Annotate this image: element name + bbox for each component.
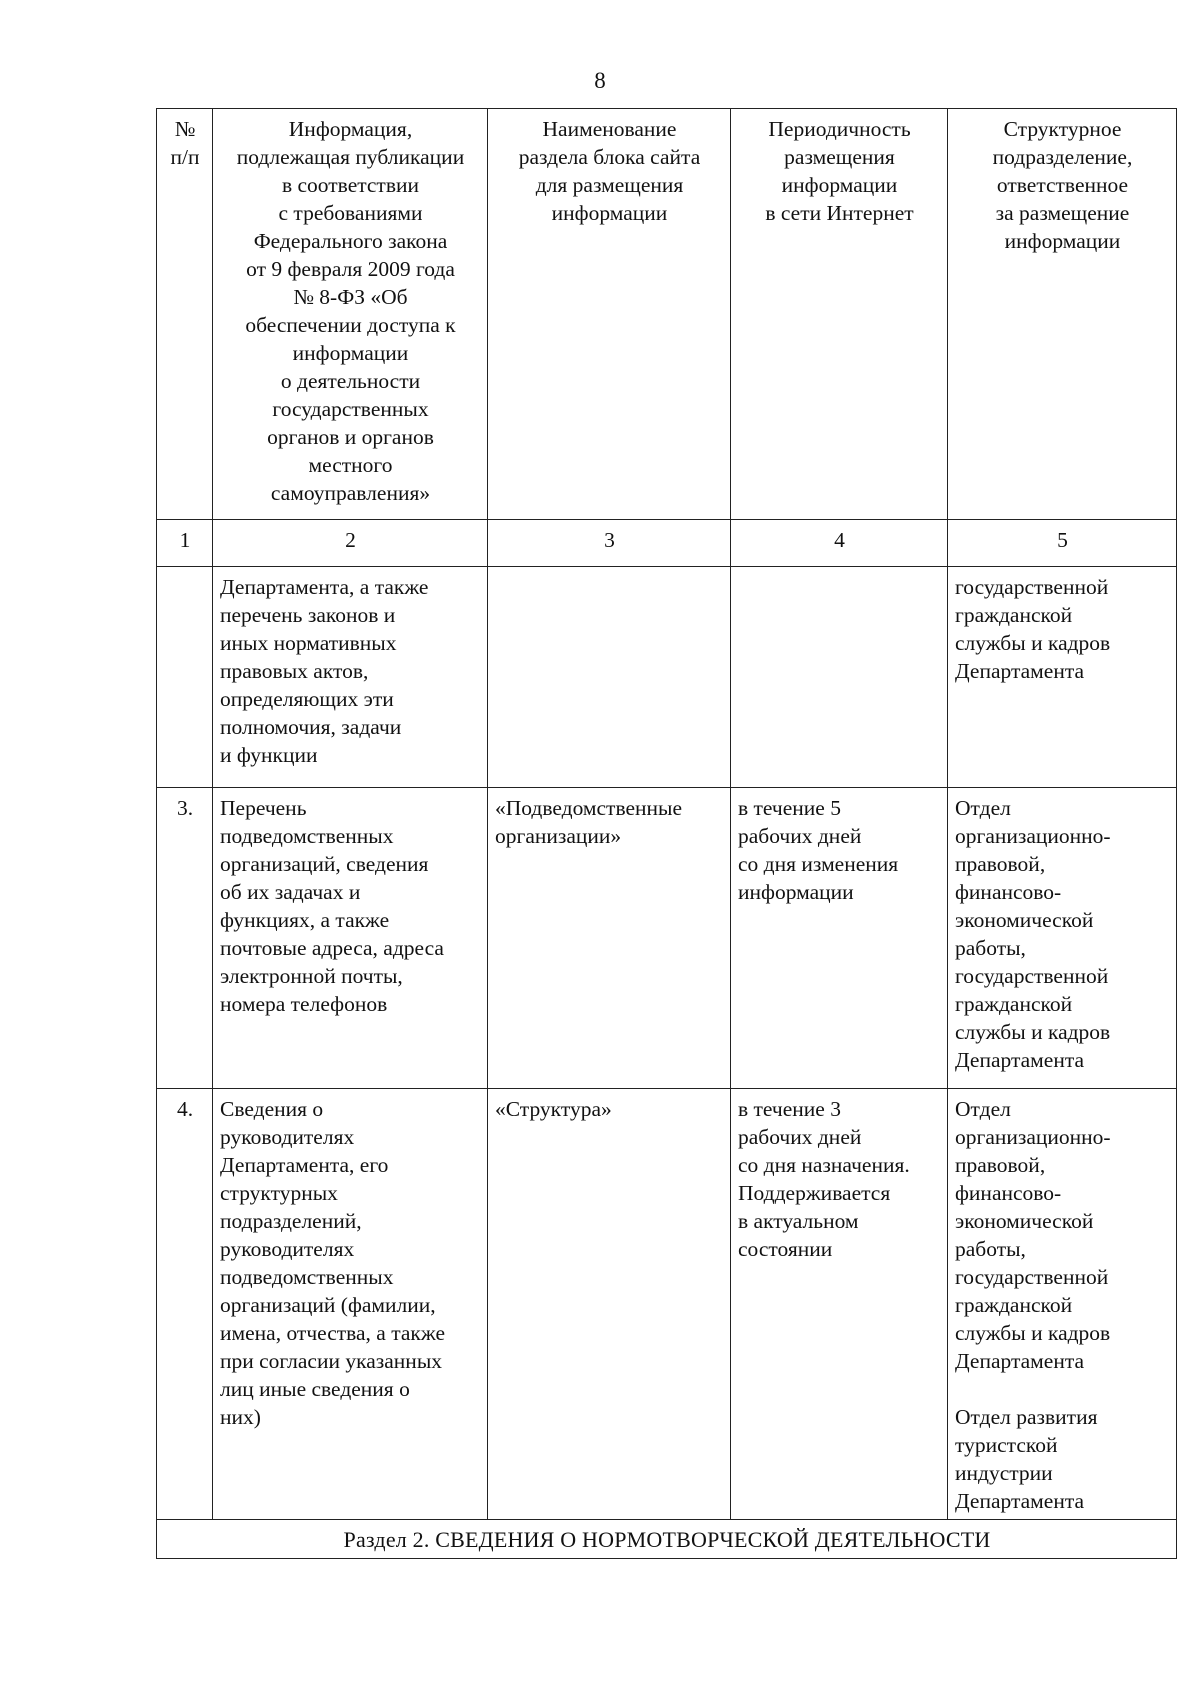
row-site-section <box>488 567 731 788</box>
column-numbers-row <box>157 520 1177 567</box>
table-row <box>157 788 1177 1089</box>
section-heading-row <box>157 1520 1177 1559</box>
column-number: 3 <box>488 520 731 567</box>
row-number <box>157 567 213 788</box>
column-number: 2 <box>213 520 488 567</box>
row-responsible-unit: Отдел организационно- правовой, финансово- экономической работы, государственной гражданской службы и кадров Департамента Отдел развития туристской индустрии Департамента <box>948 1089 1177 1520</box>
header-periodicity: Периодичность размещения информации в сети Интернет <box>731 109 948 520</box>
row-number: 4. <box>157 1089 213 1520</box>
row-periodicity: в течение 3 рабочих дней со дня назначения. Поддерживается в актуальном состоянии <box>731 1089 948 1520</box>
row-periodicity: в течение 5 рабочих дней со дня изменения информации <box>731 788 948 1089</box>
header-responsible-unit: Структурное подразделение, ответственное за размещение информации <box>948 109 1177 520</box>
row-information: Перечень подведомственных организаций, сведения об их задачах и функциях, а также почтовые адреса, адреса электронной почты, номера телефонов <box>213 788 488 1089</box>
row-site-section: «Структура» <box>488 1089 731 1520</box>
row-site-section: «Подведомственные организации» <box>488 788 731 1089</box>
table-header-row <box>157 109 1177 520</box>
column-number: 5 <box>948 520 1177 567</box>
row-periodicity <box>731 567 948 788</box>
row-responsible-unit: Отдел организационно- правовой, финансово- экономической работы, государственной гражданской службы и кадров Департамента <box>948 788 1177 1089</box>
header-number: № п/п <box>157 109 213 520</box>
section-heading: Раздел 2. СВЕДЕНИЯ О НОРМОТВОРЧЕСКОЙ ДЕЯТЕЛЬНОСТИ <box>157 1520 1177 1559</box>
row-responsible-unit: государственной гражданской службы и кадров Департамента <box>948 567 1177 788</box>
header-information: Информация, подлежащая публикации в соответствии с требованиями Федерального закона от 9 февраля 2009 года № 8-ФЗ «Об обеспечении доступа к информации о деятельности государственных органов и органов местного самоуправления» <box>213 109 488 520</box>
table-row <box>157 1089 1177 1520</box>
row-information: Департамента, а также перечень законов и иных нормативных правовых актов, определяющих эти полномочия, задачи и функции <box>213 567 488 788</box>
publication-table <box>156 108 1177 1559</box>
row-number: 3. <box>157 788 213 1089</box>
header-site-section: Наименование раздела блока сайта для размещения информации <box>488 109 731 520</box>
column-number: 1 <box>157 520 213 567</box>
column-number: 4 <box>731 520 948 567</box>
page-number: 8 <box>594 68 606 93</box>
table-row <box>157 567 1177 788</box>
row-information: Сведения о руководителях Департамента, его структурных подразделений, руководителях подведомственных организаций (фамилии, имена, отчества, а также при согласии указанных лиц иные сведения о них) <box>213 1089 488 1520</box>
